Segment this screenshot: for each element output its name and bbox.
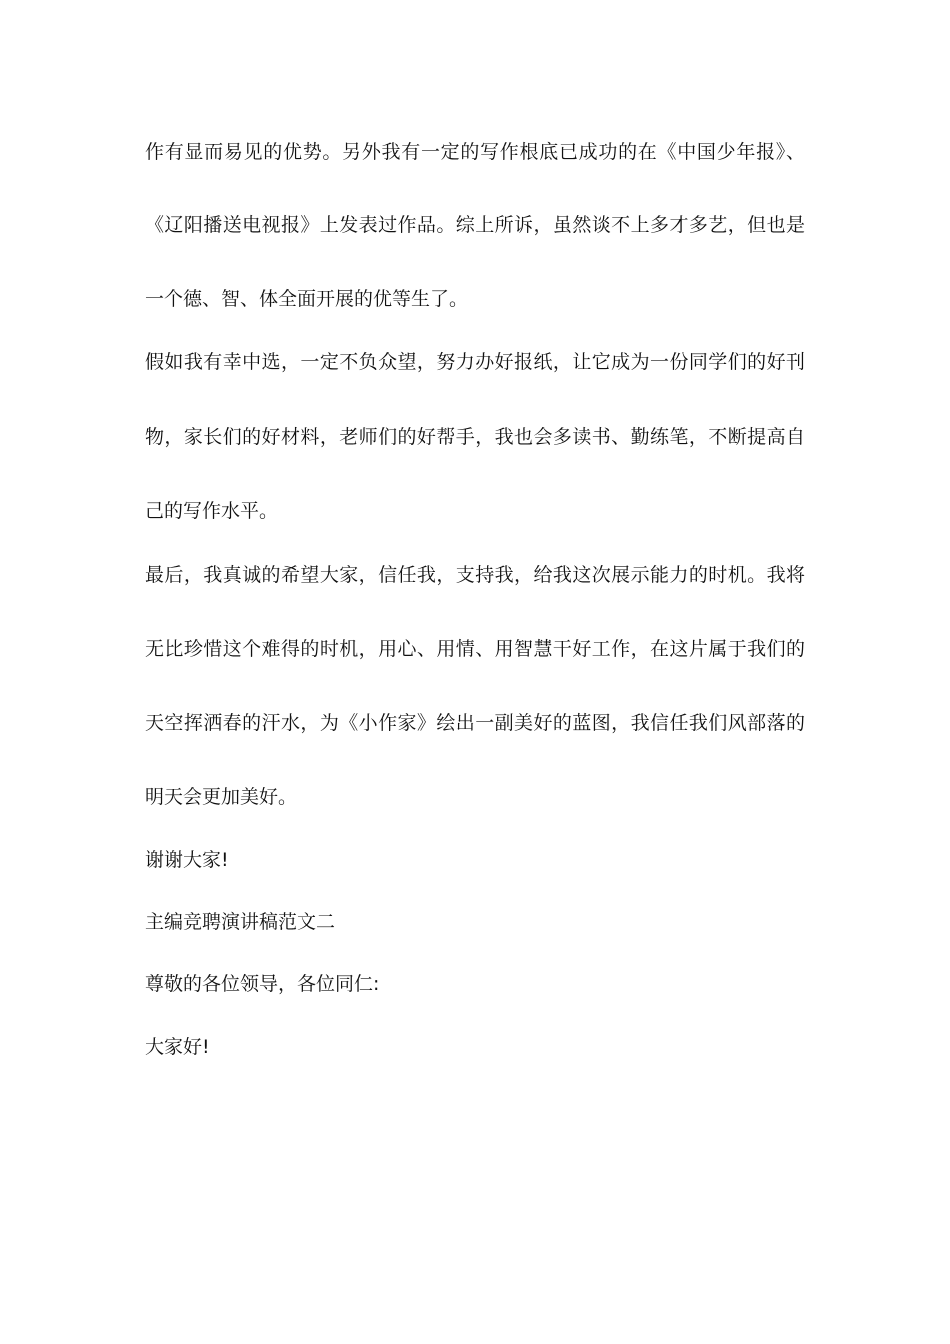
closing-line: 谢谢大家! <box>145 849 229 871</box>
paragraph-line: 无比珍惜这个难得的时机，用心、用情、用智慧干好工作，在这片属于我们的 <box>145 638 805 660</box>
paragraph-line: 《辽阳播送电视报》上发表过作品。综上所诉，虽然谈不上多才多艺，但也是 <box>145 214 805 236</box>
paragraph-line: 天空挥洒春的汗水，为《小作家》绘出一副美好的蓝图，我信任我们风部落的 <box>145 712 805 734</box>
paragraph-line: 己的写作水平。 <box>145 500 279 522</box>
paragraph-line: 明天会更加美好。 <box>145 786 298 808</box>
salutation-line: 尊敬的各位领导，各位同仁: <box>145 973 380 995</box>
paragraph-line: 一个德、智、体全面开展的优等生了。 <box>145 288 469 310</box>
paragraph-line: 最后，我真诚的希望大家，信任我，支持我，给我这次展示能力的时机。我将 <box>145 564 805 586</box>
section-title: 主编竞聘演讲稿范文二 <box>145 911 336 933</box>
paragraph-line: 假如我有幸中选，一定不负众望，努力办好报纸，让它成为一份同学们的好刊 <box>145 351 805 373</box>
greeting-line: 大家好! <box>145 1036 210 1058</box>
paragraph-line: 物，家长们的好材料，老师们的好帮手，我也会多读书、勤练笔，不断提高自 <box>145 426 805 448</box>
paragraph-line: 作有显而易见的优势。另外我有一定的写作根底已成功的在《中国少年报》、 <box>145 141 805 163</box>
